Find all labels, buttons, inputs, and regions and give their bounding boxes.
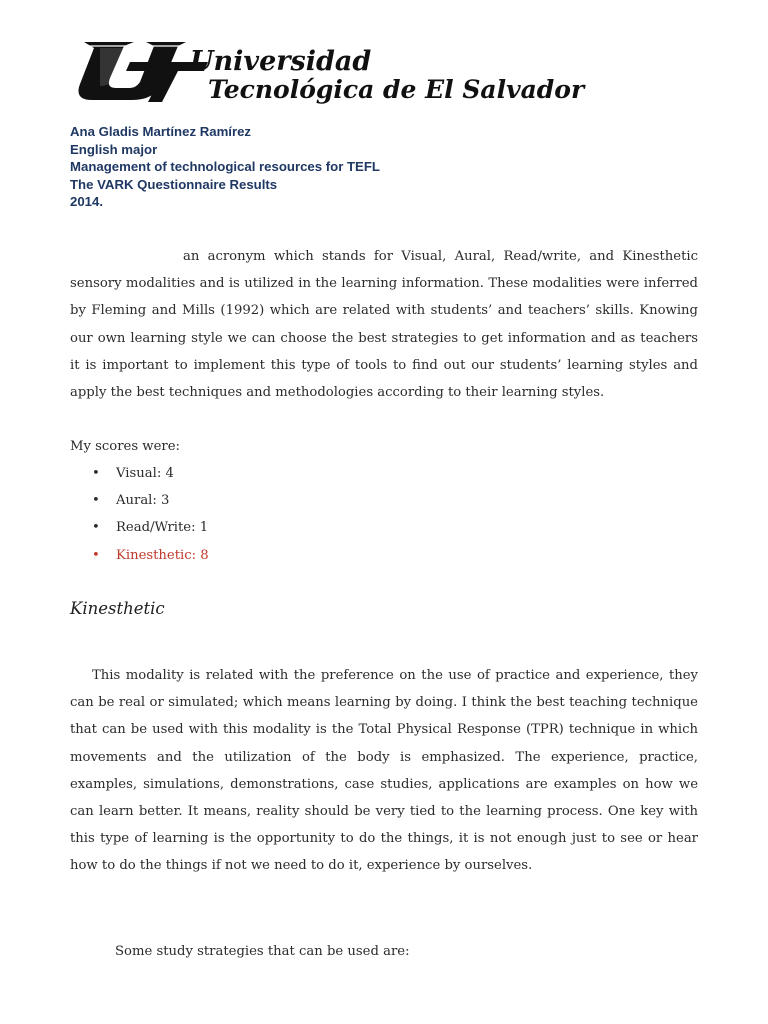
score-list xyxy=(70,460,209,569)
score-item-visual xyxy=(70,460,209,487)
bullet-icon: • xyxy=(92,493,100,509)
score-item-kinesthetic xyxy=(70,542,209,569)
scores-label: My scores were: xyxy=(70,439,180,454)
score-text: Aural: 3 xyxy=(116,493,170,509)
author-major: English major xyxy=(70,141,158,157)
score-item-aural xyxy=(70,487,209,514)
bullet-icon: • xyxy=(92,520,100,536)
author-name: Ana Gladis Martínez Ramírez xyxy=(70,124,252,139)
bullet-icon: • xyxy=(92,547,100,563)
intro-text: an acronym which stands for Visual, Aural, Read/write, and Kinesthetic sensory modalities and is utilized in the learning information. These modalities were inferred by Fleming and Mills (1992) which are related with students’ and teachers’ skills. Knowing our own learning style we can choose the best strategies to get information and as teachers it is important to implement this type of tools to find out our students’ learning styles and apply the best techniques and methodologies according to their learning styles. xyxy=(70,249,698,401)
intro-paragraph xyxy=(70,243,698,406)
university-logo xyxy=(70,38,640,104)
score-text: Kinesthetic: 8 xyxy=(116,547,209,563)
strategies-intro: Some study strategies that can be used are: xyxy=(115,944,410,959)
score-item-read-write xyxy=(70,514,209,541)
bullet-icon: • xyxy=(92,466,100,481)
score-text: Visual: 4 xyxy=(116,466,174,481)
course-name: Management of technological resources for TEFL xyxy=(70,159,380,174)
document-title: The VARK Questionnaire Results xyxy=(70,176,278,192)
kinesthetic-paragraph xyxy=(70,662,698,880)
score-text: Read/Write: 1 xyxy=(116,520,209,536)
logo-line-1: Universidad xyxy=(190,46,372,77)
header-block xyxy=(70,123,380,211)
kinesthetic-text: This modality is related with the preference on the use of practice and experience, they can be real or simulated; which means learning by doing. I think the best teaching technique that can be used with this modality is the Total Physical Response (TPR) technique in which movements and the utilization of the body is emphasized. The experience, practice, examples, simulations, demonstrations, case studies, applications are examples on how we can learn better. It means, reality should be very tied to the learning process. One key with this type of learning is the opportunity to do the things, it is not enough just to see or hear how to do the things if not we need to do it, experience by ourselves. xyxy=(70,668,698,874)
section-heading-kinesthetic: Kinesthetic xyxy=(70,599,165,618)
university-logo-graphic xyxy=(70,38,640,104)
document-year: 2014. xyxy=(70,194,104,209)
logo-line-2: Tecnológica de El Salvador xyxy=(208,75,585,104)
